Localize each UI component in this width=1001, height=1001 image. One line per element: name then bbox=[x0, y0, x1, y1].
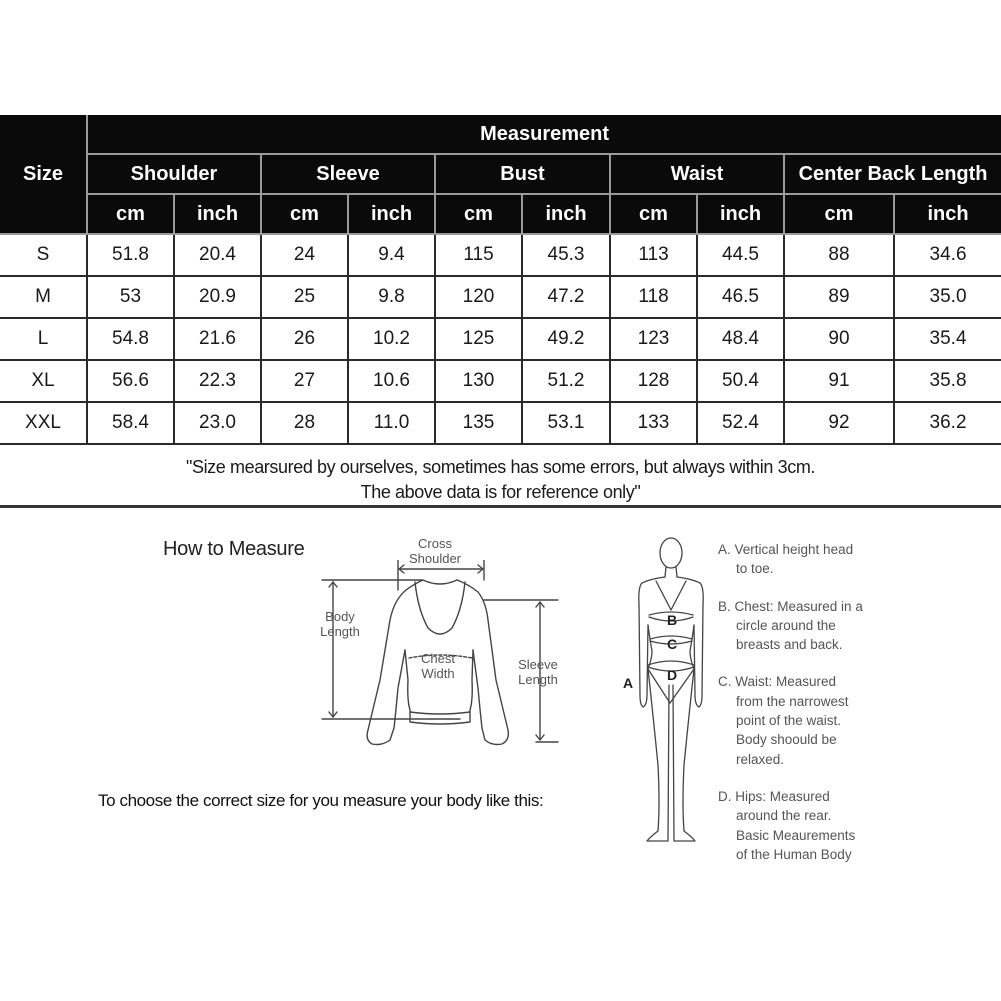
table-row bbox=[0, 276, 1001, 318]
value-cell: 45.3 bbox=[522, 234, 610, 276]
size-column-header: Size bbox=[0, 115, 87, 234]
measurement-disclaimer bbox=[0, 455, 1001, 508]
value-cell: 128 bbox=[610, 360, 697, 402]
value-cell: 27 bbox=[261, 360, 348, 402]
group-header-shoulder: Shoulder bbox=[87, 154, 261, 194]
value-cell: 36.2 bbox=[894, 402, 1001, 444]
value-cell: 50.4 bbox=[697, 360, 784, 402]
value-cell: 9.8 bbox=[348, 276, 435, 318]
disclaimer-line-1: "Size mearsured by ourselves, sometimes has some errors, but always within 3cm. bbox=[185, 457, 816, 477]
value-cell: 35.4 bbox=[894, 318, 1001, 360]
value-cell: 46.5 bbox=[697, 276, 784, 318]
note-vertical-height: A. Vertical height head to toe. bbox=[718, 542, 854, 577]
human-body-figure bbox=[630, 535, 710, 850]
group-header-waist: Waist bbox=[610, 154, 784, 194]
unit-header: inch bbox=[348, 194, 435, 234]
unit-header: inch bbox=[894, 194, 1001, 234]
value-cell: 47.2 bbox=[522, 276, 610, 318]
value-cell: 56.6 bbox=[87, 360, 174, 402]
value-cell: 91 bbox=[784, 360, 894, 402]
value-cell: 118 bbox=[610, 276, 697, 318]
note-waist: C. Waist: Measured from the narrowest point of the waist. Body shoould be relaxed. bbox=[718, 674, 849, 767]
value-cell: 89 bbox=[784, 276, 894, 318]
unit-header: cm bbox=[261, 194, 348, 234]
unit-header: cm bbox=[435, 194, 522, 234]
size-chart-table bbox=[0, 115, 1001, 445]
value-cell: 23.0 bbox=[174, 402, 261, 444]
table-row bbox=[0, 318, 1001, 360]
figure-letter-a: A bbox=[623, 675, 634, 691]
value-cell: 10.2 bbox=[348, 318, 435, 360]
size-cell: M bbox=[0, 276, 87, 318]
value-cell: 9.4 bbox=[348, 234, 435, 276]
unit-header: cm bbox=[610, 194, 697, 234]
value-cell: 20.9 bbox=[174, 276, 261, 318]
value-cell: 88 bbox=[784, 234, 894, 276]
value-cell: 51.8 bbox=[87, 234, 174, 276]
value-cell: 35.8 bbox=[894, 360, 1001, 402]
value-cell: 11.0 bbox=[348, 402, 435, 444]
figure-letter-c: C bbox=[667, 636, 678, 652]
table-row bbox=[0, 402, 1001, 444]
group-header-sleeve: Sleeve bbox=[261, 154, 435, 194]
value-cell: 130 bbox=[435, 360, 522, 402]
value-cell: 125 bbox=[435, 318, 522, 360]
table-row bbox=[0, 360, 1001, 402]
value-cell: 22.3 bbox=[174, 360, 261, 402]
cross-shoulder-label: Cross Shoulder bbox=[408, 536, 462, 566]
value-cell: 10.6 bbox=[348, 360, 435, 402]
value-cell: 92 bbox=[784, 402, 894, 444]
body-length-label: Body Length bbox=[320, 609, 360, 639]
value-cell: 34.6 bbox=[894, 234, 1001, 276]
unit-header: cm bbox=[784, 194, 894, 234]
group-header-center-back-length: Center Back Length bbox=[784, 154, 1001, 194]
value-cell: 24 bbox=[261, 234, 348, 276]
sleeve-length-label: Sleeve Length bbox=[518, 657, 558, 687]
value-cell: 52.4 bbox=[697, 402, 784, 444]
value-cell: 113 bbox=[610, 234, 697, 276]
value-cell: 54.8 bbox=[87, 318, 174, 360]
value-cell: 135 bbox=[435, 402, 522, 444]
value-cell: 53 bbox=[87, 276, 174, 318]
size-cell: S bbox=[0, 234, 87, 276]
value-cell: 48.4 bbox=[697, 318, 784, 360]
value-cell: 115 bbox=[435, 234, 522, 276]
unit-header: inch bbox=[522, 194, 610, 234]
how-to-measure-title: How to Measure bbox=[163, 538, 305, 560]
size-cell: L bbox=[0, 318, 87, 360]
unit-header: cm bbox=[87, 194, 174, 234]
value-cell: 26 bbox=[261, 318, 348, 360]
unit-header: inch bbox=[174, 194, 261, 234]
choose-size-instruction: To choose the correct size for you measure your body like this: bbox=[98, 791, 544, 810]
value-cell: 35.0 bbox=[894, 276, 1001, 318]
value-cell: 49.2 bbox=[522, 318, 610, 360]
figure-letter-d: D bbox=[667, 667, 678, 683]
figure-letter-b: B bbox=[667, 612, 678, 628]
note-hips: D. Hips: Measured around the rear. Basic Meaurements of the Human Body bbox=[718, 788, 856, 862]
chest-width-label: Chest Width bbox=[421, 651, 455, 681]
value-cell: 28 bbox=[261, 402, 348, 444]
value-cell: 90 bbox=[784, 318, 894, 360]
value-cell: 25 bbox=[261, 276, 348, 318]
size-cell: XXL bbox=[0, 402, 87, 444]
body-measurement-notes bbox=[718, 540, 898, 882]
value-cell: 51.2 bbox=[522, 360, 610, 402]
table-row bbox=[0, 234, 1001, 276]
group-header-bust: Bust bbox=[435, 154, 610, 194]
value-cell: 123 bbox=[610, 318, 697, 360]
note-chest: B. Chest: Measured in a circle around the breasts and back. bbox=[718, 598, 863, 653]
disclaimer-line-2: The above data is for reference only" bbox=[360, 482, 641, 502]
value-cell: 44.5 bbox=[697, 234, 784, 276]
value-cell: 58.4 bbox=[87, 402, 174, 444]
value-cell: 133 bbox=[610, 402, 697, 444]
unit-header: inch bbox=[697, 194, 784, 234]
size-cell: XL bbox=[0, 360, 87, 402]
value-cell: 53.1 bbox=[522, 402, 610, 444]
measurement-header: Measurement bbox=[87, 115, 1001, 154]
value-cell: 21.6 bbox=[174, 318, 261, 360]
value-cell: 120 bbox=[435, 276, 522, 318]
value-cell: 20.4 bbox=[174, 234, 261, 276]
